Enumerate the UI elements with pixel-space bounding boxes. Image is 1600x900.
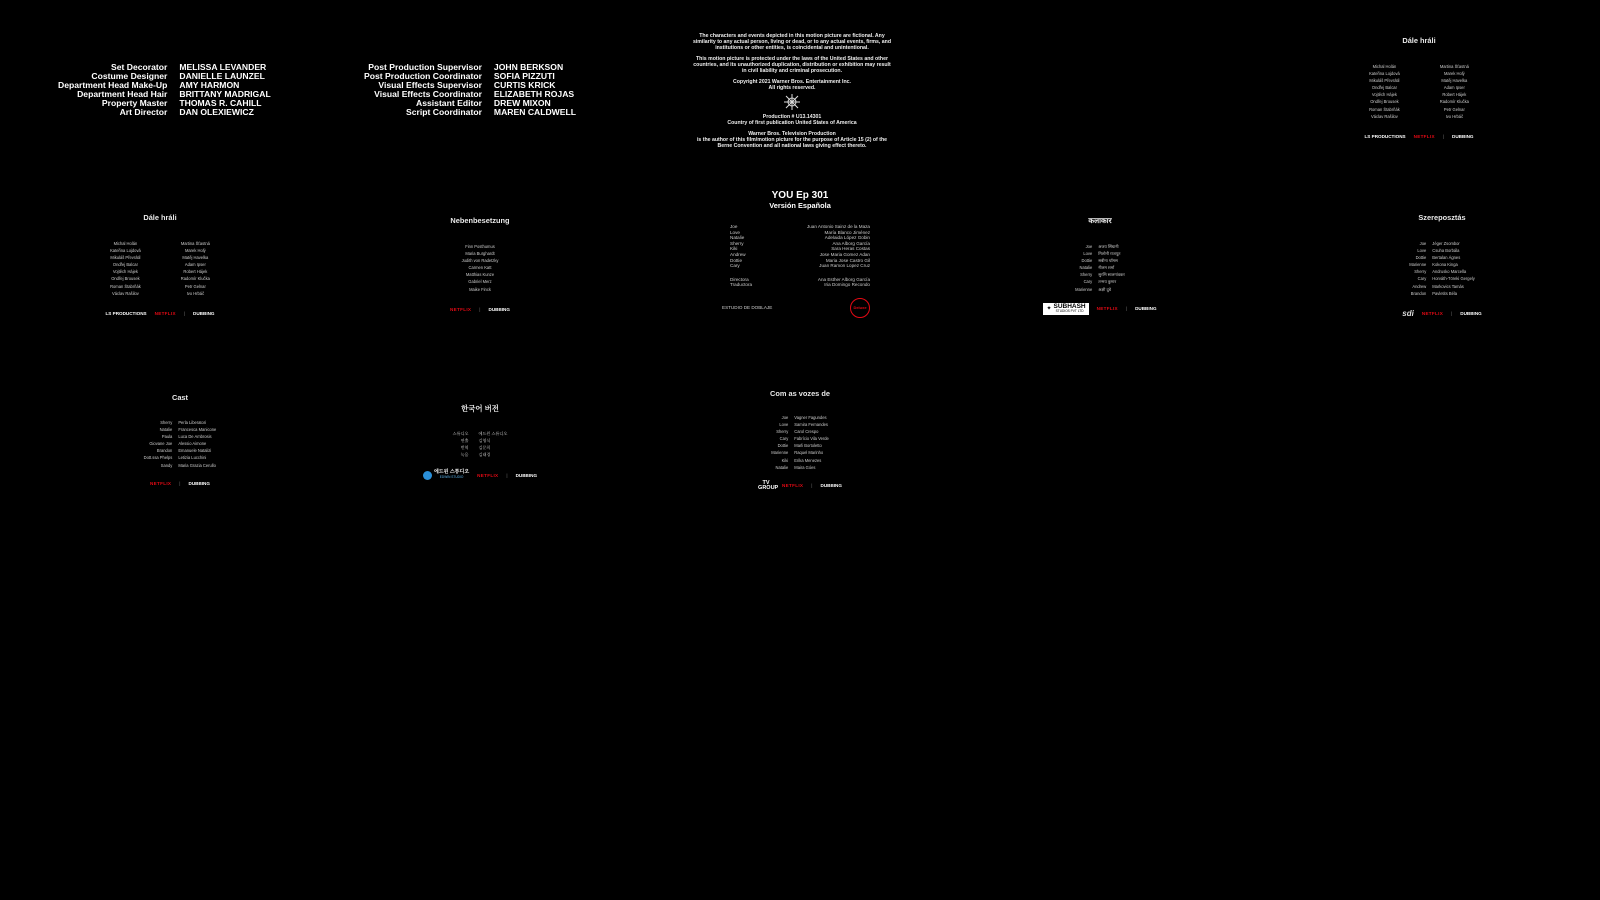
cast-title: Szereposztás	[1418, 213, 1466, 222]
cast-table	[420, 243, 540, 293]
cast-name: Maike Finck	[469, 286, 491, 292]
credit-name: MAREN CALDWELL	[493, 107, 577, 118]
netflix-logo: NETFLIX	[154, 310, 176, 316]
dubbing-label: DUBBING	[820, 483, 842, 489]
cast-roles-column	[730, 224, 746, 269]
cast-name: 에드윈 스튜디오	[478, 431, 508, 436]
cast-card-italian	[110, 393, 250, 486]
dubbing-label: DUBBING	[1135, 306, 1157, 312]
logo-row	[420, 307, 540, 312]
cast-role: Brandon	[1410, 290, 1427, 296]
dubbing-label: DUBBING	[488, 306, 510, 312]
cast-name: Carmen Katt	[468, 265, 492, 271]
logo-separator: |	[1442, 133, 1445, 139]
country-line: Country of first publication United States of America	[727, 120, 857, 126]
cast-role: Natalie	[159, 427, 173, 433]
netflix-logo: NETFLIX	[477, 472, 499, 478]
credit-role: Art Director	[119, 107, 168, 118]
crew-name: Iria Domingo Recondo	[824, 282, 870, 288]
cast-name: Michal Holán	[113, 241, 138, 246]
cast-role: Kiki	[781, 457, 789, 463]
cast-name: 김문희	[478, 445, 491, 451]
credits-panel-post	[364, 63, 576, 118]
cast-name: Marek Holý	[185, 248, 206, 254]
cast-name: Mikuláš Převrátil	[110, 255, 141, 261]
logo-separator: |	[179, 480, 181, 486]
globe-icon	[423, 471, 432, 480]
studio-subname: STUDIOS PVT LTD	[1055, 308, 1084, 313]
cast-name: Marek Holý	[1444, 71, 1465, 77]
cast-role: Sherry	[1080, 272, 1093, 278]
credit-role: Post Production Coordinator	[364, 71, 482, 82]
cast-name: Francesca Manicone	[178, 427, 217, 433]
cast-name: Jéger Zsombor	[1432, 241, 1460, 246]
cast-name: मिलोनी राजपूत	[1098, 251, 1121, 257]
cast-name: Judith von Radetzky	[461, 258, 499, 264]
cast-table	[1344, 63, 1494, 120]
cast-name: Václav Rašilov	[1371, 113, 1398, 119]
cast-title: Dále hráli	[143, 213, 177, 222]
cast-name: Václav Rašilov	[112, 290, 139, 296]
cast-name: 김영식	[478, 438, 491, 444]
credit-name: CURTIS KRICK	[493, 80, 556, 91]
tv-group-logo: TV GROUP	[758, 479, 779, 491]
cast-title: कलाकार	[1088, 216, 1112, 225]
cast-names-column	[807, 224, 870, 269]
cast-name: 김태경	[478, 452, 491, 458]
cast-names-column	[479, 430, 508, 458]
cast-name: Maria Burghardt	[465, 251, 495, 257]
version-subtitle: Versión Española	[769, 201, 831, 210]
credit-name: DAN OLEXIEWICZ	[179, 107, 254, 118]
cast-role: Love	[779, 422, 789, 428]
credit-role: Set Decorator	[111, 62, 168, 72]
cast-table	[110, 419, 250, 469]
cast-role: Love	[1083, 251, 1093, 257]
cast-name: Perla Liberatori	[178, 420, 207, 425]
cast-name: Kateřina Lojdová	[1369, 71, 1400, 77]
cast-name: Martina Šťastná	[180, 241, 210, 246]
cast-name: Adelaida López Gobin	[824, 235, 870, 241]
legal-protection: This motion picture is protected under the laws of the United States and other countries, and its unauthorized duplication, distribution or exhibition may result in civil liability and criminal prosecution.	[693, 56, 891, 74]
netflix-logo: NETFLIX	[782, 483, 804, 489]
cast-role: 스튜디오	[452, 431, 469, 436]
cast-name: Samira Fernandes	[794, 422, 828, 428]
cast-name: Martina Šťastná	[1439, 64, 1469, 69]
cast-table	[85, 240, 235, 297]
crew-roles-column	[730, 277, 752, 288]
cast-names-column	[1432, 240, 1475, 297]
cast-name: Bertalan Ágnes	[1432, 255, 1461, 261]
studio-subname: EDWIN STUDIO	[439, 475, 464, 480]
cast-name: Kokona Kinga	[1432, 262, 1458, 268]
cast-role: Joe	[1419, 241, 1427, 246]
cast-name: Matthias Kunze	[465, 272, 495, 278]
cast-role: Sherry	[160, 420, 173, 425]
credit-role: Visual Effects Coordinator	[374, 89, 482, 100]
cast-name: अक्षी दुबे	[1098, 286, 1112, 292]
studio-name: 에드윈 스튜디오	[433, 469, 470, 476]
logo-row	[110, 481, 250, 486]
cast-names-column	[1098, 243, 1125, 293]
cast-name: Ivo Hrbáč	[186, 290, 205, 296]
cast-name: Juan Antonio Sainz de la Maza	[806, 224, 870, 229]
cast-title: Com as vozes de	[770, 389, 830, 398]
logo-row	[85, 311, 235, 316]
cast-role: 번역	[460, 445, 469, 451]
production-number: Production # U13.14301	[762, 114, 822, 120]
cast-role: 녹음	[460, 452, 469, 458]
credit-name: THOMAS R. CAHILL	[179, 98, 262, 109]
cast-role: Cary	[779, 436, 789, 442]
episode-title: YOU Ep 301	[771, 190, 829, 201]
crew-table	[710, 277, 890, 288]
logo-separator: |	[1125, 306, 1128, 312]
cast-card-korean	[410, 403, 550, 480]
subhash-studios-logo	[1043, 303, 1088, 315]
cast-title: Cast	[171, 393, 189, 402]
cast-role: Love	[730, 229, 740, 235]
cast-name: Vagner Fagundes	[794, 415, 827, 420]
cast-name: Raquel Marinho	[794, 450, 824, 456]
cast-card-hungarian	[1372, 213, 1512, 318]
netflix-logo: NETFLIX	[450, 306, 472, 312]
credit-role: Costume Designer	[91, 71, 168, 82]
cast-name: Michal Holán	[1372, 64, 1397, 69]
cast-name: सबीना थॉमस	[1098, 258, 1118, 264]
rights-line: All rights reserved.	[768, 85, 816, 91]
logo-row	[1040, 303, 1160, 315]
cast-role: Dottie	[1415, 255, 1427, 261]
cast-name: Vojtěch Hájek	[112, 269, 138, 275]
cast-name: Kateřina Lojdová	[110, 248, 141, 254]
cast-table	[710, 224, 890, 269]
logo-row	[1372, 309, 1512, 318]
cast-name: Jose Maria Gomez Adan	[819, 251, 870, 257]
deluxe-logo-text: Deluxe	[853, 305, 867, 311]
credit-role: Visual Effects Supervisor	[378, 80, 482, 91]
cast-name: Petr Gelnar	[184, 283, 206, 289]
credits-names	[494, 63, 576, 118]
cast-name: Horváth-Töreki Gergely	[1432, 276, 1475, 282]
cast-right-column	[1440, 63, 1469, 120]
crew-names-column	[818, 277, 870, 288]
cast-role: Cary	[730, 263, 740, 269]
cast-card-czech	[85, 213, 235, 316]
logo-separator: |	[1451, 310, 1453, 316]
crew-name: Ana Esther Alborg García	[817, 276, 870, 282]
credit-name: SOFIA PIZZUTI	[493, 71, 555, 82]
cast-role: Marienne	[771, 450, 789, 456]
deluxe-logo	[850, 298, 870, 318]
dubbing-label: DUBBING	[1460, 310, 1482, 316]
cast-title: Dále hráli	[1402, 36, 1436, 45]
cast-roles-column	[1409, 240, 1426, 297]
cast-name: Radomír Klučka	[1439, 99, 1469, 105]
cast-name: Erika Menezes	[794, 457, 822, 463]
cast-name: Fabrício Vila Verde	[794, 436, 829, 442]
cast-roles-column	[771, 414, 788, 471]
legal-notice	[692, 33, 892, 149]
credit-name: ELIZABETH ROJAS	[493, 89, 575, 100]
cast-role: Sherry	[776, 429, 789, 435]
crew-role: Traductora	[730, 282, 753, 288]
logo-row	[730, 481, 870, 491]
cast-name: María Blanco Jiménez	[824, 229, 870, 235]
cast-name: Maira Góes	[794, 464, 816, 470]
cast-title: Nebenbesetzung	[450, 216, 510, 225]
cast-name: Ondřej Balcar	[112, 262, 138, 268]
cast-card-spanish	[710, 190, 890, 318]
cast-name: Juan Ramon Lopez Cruz	[819, 263, 870, 269]
studio-row	[710, 298, 890, 318]
cast-name: Ana Alborg García	[832, 240, 870, 246]
cast-role: Love	[1417, 248, 1427, 254]
dubbing-label: DUBBING	[515, 472, 538, 478]
cast-name: अजय सिंघानी	[1098, 244, 1119, 249]
cast-card-portuguese	[730, 389, 870, 491]
cast-name: Emanuele Natalizi	[178, 448, 212, 454]
cast-name: Csuha Borbála	[1432, 248, 1460, 254]
dubbing-label: DUBBING	[1452, 133, 1474, 139]
cast-name: Ondřej Brousek	[1370, 99, 1399, 105]
cast-name: Alessio Aimone	[178, 441, 207, 447]
cast-role: Joe	[781, 415, 789, 420]
cast-name: तन्मय कुमार	[1098, 279, 1117, 285]
credit-name: JOHN BERKSON	[493, 62, 564, 72]
cast-name: Ivo Hrbáč	[1445, 113, 1464, 119]
cast-name: Letizia Lucchini	[178, 455, 207, 461]
credit-role: Property Master	[101, 98, 168, 109]
cast-names-column	[462, 243, 499, 293]
cast-role: Sherry	[730, 240, 744, 246]
cast-name: Matěj Havelka	[182, 255, 209, 261]
cast-name: Finn Posthumus	[465, 244, 495, 249]
cast-role: Natalie	[775, 464, 789, 470]
ls-productions-logo: LS PRODUCTIONS	[1364, 133, 1406, 139]
edwin-studio-logo	[423, 470, 469, 480]
logo-row	[1344, 134, 1494, 139]
cast-role: Brandon	[156, 448, 173, 454]
cast-role: Andrew	[730, 251, 746, 257]
logo-separator: |	[506, 472, 508, 478]
logo-separator: |	[811, 483, 813, 489]
cast-role: Natalie	[1079, 265, 1093, 271]
cast-role: 연출	[460, 438, 469, 444]
credit-name: MELISSA LEVANDER	[179, 62, 267, 72]
sdi-logo: sdi	[1402, 308, 1414, 318]
logo-row	[410, 470, 550, 480]
author-line-2: is the author of this film/motion picture for the purpose of Article 15 (2) of the Berne Convention and all national laws giving effect thereto.	[696, 137, 888, 149]
cast-name: Marli Bortoletto	[794, 443, 822, 449]
cast-name: Adam Ipser	[1443, 85, 1465, 91]
cast-role: Joe	[1085, 244, 1093, 249]
credit-name: AMY HARMON	[179, 80, 240, 91]
legal-disclaimer: The characters and events depicted in this motion picture are fictional. Any similarity to any actual person, living or dead, or to any actual events, firms, and institutions or other entities, is coincidental and unintentional.	[692, 33, 892, 51]
cast-role: Giovane Joe	[149, 441, 173, 447]
cast-name: Roman Štabrňák	[1369, 106, 1400, 112]
studio-name: SUBHASH	[1053, 302, 1086, 310]
dubbing-label: DUBBING	[193, 310, 215, 316]
cast-name: नीलम शर्मा	[1098, 265, 1115, 271]
cast-name: Vojtěch Hájek	[1371, 92, 1397, 98]
cast-role: Joe	[730, 224, 738, 229]
netflix-logo: NETFLIX	[1421, 310, 1444, 316]
cast-right-column	[181, 240, 210, 297]
cast-name: सुरभि सालगांवकर	[1098, 272, 1125, 278]
cast-role: Marienne	[1075, 286, 1093, 292]
cast-role: Marienne	[1409, 262, 1427, 268]
credit-role: Script Coordinator	[406, 107, 482, 118]
cast-role: Kiki	[730, 246, 738, 252]
cast-left-column	[110, 240, 141, 297]
cast-name: Robert Hájek	[183, 269, 208, 275]
cast-roles-column	[144, 419, 173, 469]
subhash-icon: ✦	[1046, 306, 1052, 313]
author-line-1: Warner Bros. Television Production	[748, 131, 836, 137]
credit-name: DREW MIXON	[493, 98, 551, 109]
cast-name: Maria Jose Castro Gil	[825, 257, 870, 263]
cast-table	[730, 414, 870, 471]
credits-roles	[364, 63, 482, 118]
copyright-line: Copyright 2021 Warner Bros. Entertainment Inc.	[733, 79, 851, 85]
cast-role: Dottie	[730, 257, 743, 263]
logo-separator: |	[183, 310, 186, 316]
cast-role: Sandy	[160, 462, 173, 468]
cast-card-czech-top	[1344, 36, 1494, 139]
cast-role: Natalie	[730, 235, 745, 241]
credit-name: BRITTANY MADRIGAL	[179, 89, 271, 100]
credits-roles	[58, 63, 167, 118]
cast-role: Paula	[161, 434, 173, 440]
crew-role: Directora	[730, 276, 749, 282]
cast-name: Roman Štabrňák	[110, 283, 141, 289]
credit-name: DANIELLE LAUNZEL	[179, 71, 265, 82]
cast-left-column	[1369, 63, 1400, 120]
cast-role: Dottie	[777, 443, 789, 449]
cast-role: Cary	[1083, 279, 1093, 285]
iatse-seal-icon	[783, 93, 801, 111]
cast-title: 한국어 버전	[461, 404, 499, 413]
logo-separator: |	[479, 306, 481, 312]
cast-name: Mikuláš Převrátil	[1369, 78, 1400, 84]
cast-card-german	[420, 216, 540, 312]
credits-panel-art	[58, 63, 271, 118]
cast-table	[410, 430, 550, 458]
cast-table	[1372, 240, 1512, 297]
cast-name: Radomír Klučka	[180, 276, 210, 282]
studio-label: ESTUDIO DE DOBLAJE	[722, 305, 773, 311]
cast-names-column	[178, 419, 216, 469]
credits-names	[179, 63, 270, 118]
cast-name: Sara Heras Costas	[831, 246, 870, 252]
cast-name: Gabriel Merz	[468, 279, 492, 285]
netflix-logo: NETFLIX	[150, 480, 172, 486]
cast-name: Ondřej Brousek	[111, 276, 140, 282]
credit-role: Assistant Editor	[416, 98, 482, 109]
cast-roles-column	[1075, 243, 1092, 293]
cast-name: Maria Grazia Cerullo	[178, 462, 216, 468]
cast-name: Pavletits Béla	[1432, 290, 1458, 296]
credit-role: Department Head Make-Up	[58, 80, 168, 91]
cast-card-hindi	[1040, 216, 1160, 315]
cast-role: Cary	[1417, 276, 1427, 282]
cast-name: Luca De Ambrosis	[178, 434, 212, 440]
credit-role: Post Production Supervisor	[368, 62, 482, 72]
cast-name: Carol Crespo	[794, 429, 819, 435]
cast-name: Adam Ipser	[184, 262, 206, 268]
cast-table	[1040, 243, 1160, 293]
cast-role: Dottie	[1081, 258, 1093, 264]
cast-name: Petr Gelnar	[1443, 106, 1465, 112]
cast-role: Andrew	[1412, 283, 1427, 289]
credit-role: Department Head Hair	[77, 89, 168, 100]
cast-name: Ondřej Balcar	[1371, 85, 1397, 91]
cast-name: Andrusko Marcella	[1432, 269, 1467, 275]
cast-name: Matěj Havelka	[1441, 78, 1468, 84]
netflix-logo: NETFLIX	[1413, 133, 1435, 139]
cast-roles-column	[453, 430, 469, 458]
ls-productions-logo: LS PRODUCTIONS	[105, 310, 147, 316]
cast-name: Robert Hájek	[1442, 92, 1467, 98]
dubbing-label: DUBBING	[188, 480, 210, 486]
cast-role: Sherry	[1414, 269, 1427, 275]
cast-role: Dott.ssa Phelps	[143, 455, 173, 461]
cast-name: Markovics Tamás	[1432, 283, 1464, 289]
cast-names-column	[794, 414, 829, 471]
netflix-logo: NETFLIX	[1096, 306, 1118, 312]
